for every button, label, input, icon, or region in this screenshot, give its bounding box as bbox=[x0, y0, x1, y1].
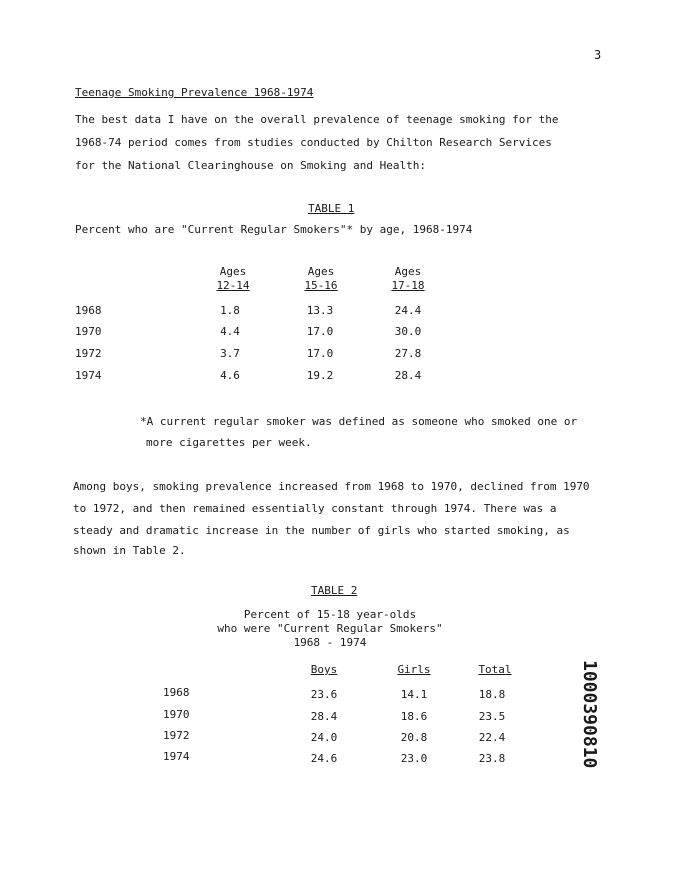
column-header-top: Ages bbox=[307, 265, 335, 278]
intro-line: for the National Clearinghouse on Smoking and Health: bbox=[75, 159, 426, 172]
table-cell: 18.8 bbox=[478, 688, 506, 701]
table-cell: 23.5 bbox=[478, 710, 506, 723]
page-number: 3 bbox=[594, 48, 602, 62]
table-2-caption-line: who were "Current Regular Smokers" bbox=[217, 622, 443, 635]
column-header-top: Ages bbox=[394, 265, 422, 278]
table-cell: 30.0 bbox=[394, 325, 422, 338]
column-header-top: Ages bbox=[219, 265, 247, 278]
table-2-caption-line: 1968 - 1974 bbox=[293, 636, 367, 649]
paragraph-line: steady and dramatic increase in the number of girls who started smoking, as bbox=[73, 524, 570, 537]
row-year: 1974 bbox=[75, 369, 102, 382]
row-year: 1972 bbox=[75, 347, 102, 360]
section-heading: Teenage Smoking Prevalence 1968-1974 bbox=[75, 86, 314, 99]
table-cell: 28.4 bbox=[310, 710, 338, 723]
table-2-column-header: Boys bbox=[310, 663, 338, 676]
table-1-column-header bbox=[378, 265, 438, 293]
table-cell: 14.1 bbox=[400, 688, 428, 701]
table-cell: 19.2 bbox=[306, 369, 334, 382]
table-cell: 28.4 bbox=[394, 369, 422, 382]
table-cell: 23.8 bbox=[478, 752, 506, 765]
table-1-title: TABLE 1 bbox=[308, 202, 355, 215]
row-year: 1968 bbox=[75, 304, 102, 317]
table-cell: 17.0 bbox=[306, 347, 334, 360]
paragraph-line: Among boys, smoking prevalence increased from 1968 to 1970, declined from 1970 bbox=[73, 480, 590, 493]
table-cell: 3.7 bbox=[220, 347, 240, 360]
table-cell: 24.4 bbox=[394, 304, 422, 317]
table-2-column-header: Total bbox=[478, 663, 512, 676]
bates-number: 1000390810 bbox=[579, 660, 600, 769]
column-header-bottom: 12-14 bbox=[216, 279, 250, 292]
table-2-caption-line: Percent of 15-18 year-olds bbox=[243, 608, 417, 621]
table-cell: 22.4 bbox=[478, 731, 506, 744]
table-cell: 4.4 bbox=[220, 325, 240, 338]
row-year: 1972 bbox=[163, 729, 190, 742]
column-header-bottom: 17-18 bbox=[391, 279, 425, 292]
column-header-bottom: 15-16 bbox=[304, 279, 338, 292]
table-cell: 18.6 bbox=[400, 710, 428, 723]
intro-line: The best data I have on the overall prevalence of teenage smoking for the bbox=[75, 113, 559, 126]
table-cell: 17.0 bbox=[306, 325, 334, 338]
intro-line: 1968-74 period comes from studies conducted by Chilton Research Services bbox=[75, 136, 552, 149]
table-1-caption: Percent who are "Current Regular Smokers"* by age, 1968-1974 bbox=[75, 223, 473, 236]
table-cell: 23.0 bbox=[400, 752, 428, 765]
table-cell: 24.6 bbox=[310, 752, 338, 765]
table-1-column-header bbox=[203, 265, 263, 293]
table-cell: 13.3 bbox=[306, 304, 334, 317]
row-year: 1974 bbox=[163, 750, 190, 763]
table-1-column-header bbox=[291, 265, 351, 293]
table-2-title: TABLE 2 bbox=[311, 584, 358, 597]
table-cell: 23.6 bbox=[310, 688, 338, 701]
row-year: 1970 bbox=[163, 708, 190, 721]
paragraph-line: shown in Table 2. bbox=[73, 544, 186, 557]
table-1-footnote-line: more cigarettes per week. bbox=[146, 436, 312, 449]
row-year: 1968 bbox=[163, 686, 190, 699]
table-cell: 4.6 bbox=[220, 369, 240, 382]
table-cell: 20.8 bbox=[400, 731, 428, 744]
row-year: 1970 bbox=[75, 325, 102, 338]
table-2-column-header: Girls bbox=[397, 663, 431, 676]
table-cell: 1.8 bbox=[220, 304, 240, 317]
table-cell: 24.0 bbox=[310, 731, 338, 744]
table-1-footnote-line: *A current regular smoker was defined as someone who smoked one or bbox=[140, 415, 578, 428]
table-cell: 27.8 bbox=[394, 347, 422, 360]
paragraph-line: to 1972, and then remained essentially constant through 1974. There was a bbox=[73, 502, 557, 515]
